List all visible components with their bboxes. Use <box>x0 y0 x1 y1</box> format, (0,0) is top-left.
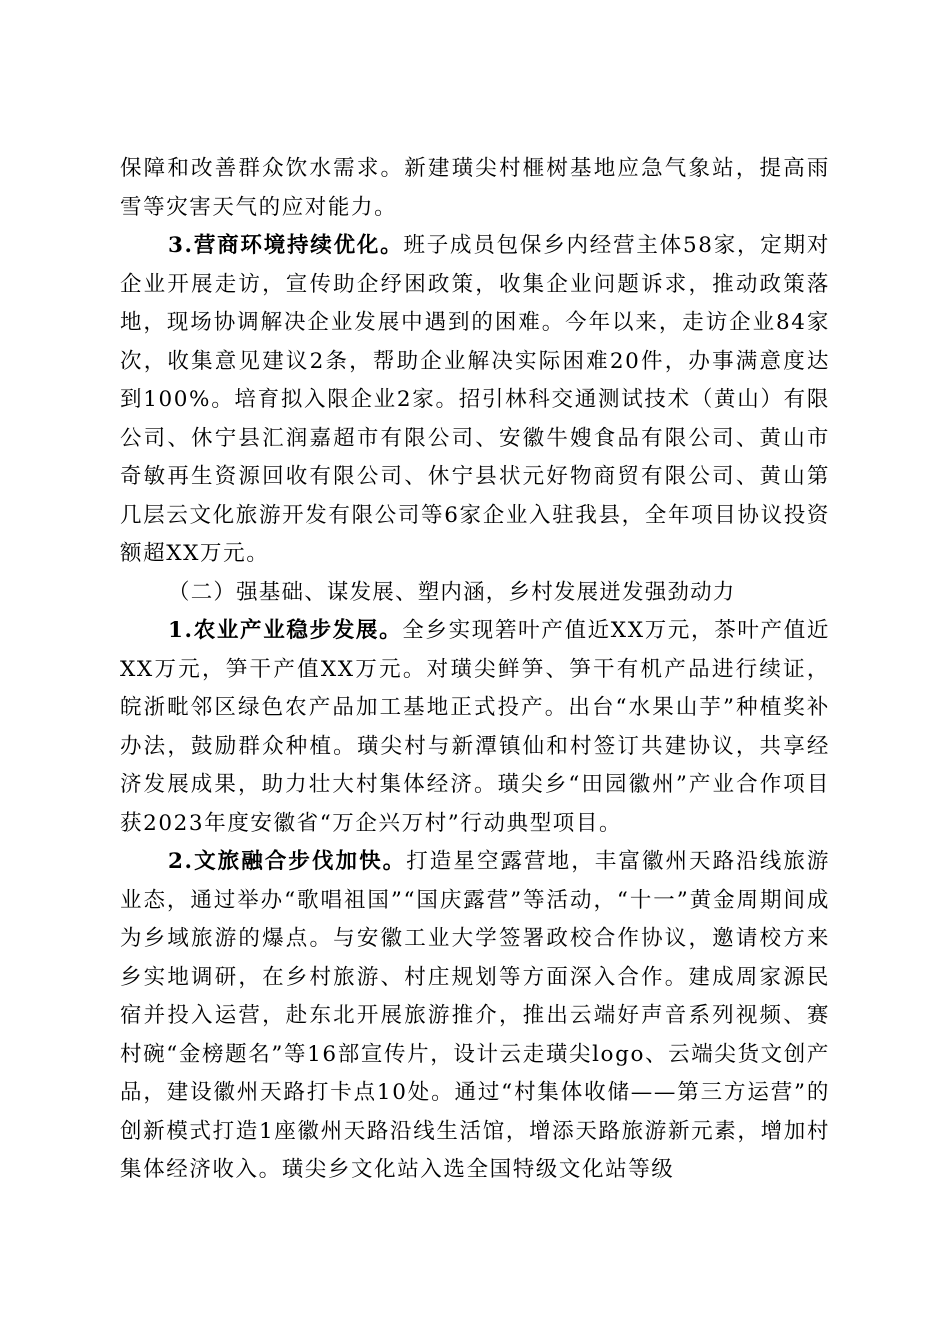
paragraph-text: 全乡实现箬叶产值近XX万元，茶叶产值近XX万元，笋干产值XX万元。对璜尖鲜笋、笋干有机产品进行续证，皖浙毗邻区绿色农产品加工基地正式投产。出台“水果山芋”种植奖补办法，鼓励群众种植。璜尖村与新潭镇仙和村签订共建协议，共享经济发展成果，助力壮大村集体经济。璜尖乡“田园徽州”产业合作项目获2023年度安徽省“万企兴万村”行动典型项目。 <box>120 618 830 836</box>
paragraph-culture-tourism <box>120 843 830 1190</box>
document-page <box>120 150 830 1190</box>
paragraph-text: 班子成员包保乡内经营主体58家，定期对企业开展走访，宣传助企纾困政策，收集企业问题诉求，推动政策落地，现场协调解决企业发展中遇到的困难。今年以来，走访企业84家次，收集意见建议2条，帮助企业解决实际困难20件，办事满意度达到100%。培育拟入限企业2家。招引林科交通测试技术（黄山）有限公司、休宁县汇润嘉超市有限公司、安徽牛嫂食品有限公司、黄山市奇敏再生资源回收有限公司、休宁县状元好物商贸有限公司、黄山第几层云文化旅游开发有限公司等6家企业入驻我县，全年项目协议投资额超XX万元。 <box>120 233 830 566</box>
section-heading: （二）强基础、谋发展、塑内涵，乡村发展迸发强劲动力 <box>168 579 736 605</box>
paragraph-text: 打造星空露营地，丰富徽州天路沿线旅游业态，通过举办“歌唱祖国”“国庆露营”等活动，“十一”黄金周期间成为乡域旅游的爆点。与安徽工业大学签署政校合作协议，邀请校方来乡实地调研，在乡村旅游、村庄规划等方面深入合作。建成周家源民宿并投入运营，赴东北开展旅游推介，推出云端好声音系列视频、赛村碗“金榜题名”等16部宣传片，设计云走璜尖logo、云端尖货文创产品，建设徽州天路打卡点10处。通过“村集体收储——第三方运营”的创新模式打造1座徽州天路沿线生活馆，增添天路旅游新元素，增加村集体经济收入。璜尖乡文化站入选全国特级文化站等级 <box>120 849 830 1182</box>
paragraph-lead-heading: 1.农业产业稳步发展。 <box>168 618 403 643</box>
paragraph-business-environment <box>120 227 830 574</box>
paragraph-water-supply <box>120 150 830 227</box>
paragraph-agriculture <box>120 612 830 843</box>
paragraph-lead-heading: 3.营商环境持续优化。 <box>168 233 404 258</box>
paragraph-text: 保障和改善群众饮水需求。新建璜尖村榧树基地应急气象站，提高雨雪等灾害天气的应对能力。 <box>120 156 830 220</box>
paragraph-lead-heading: 2.文旅融合步伐加快。 <box>168 849 407 874</box>
